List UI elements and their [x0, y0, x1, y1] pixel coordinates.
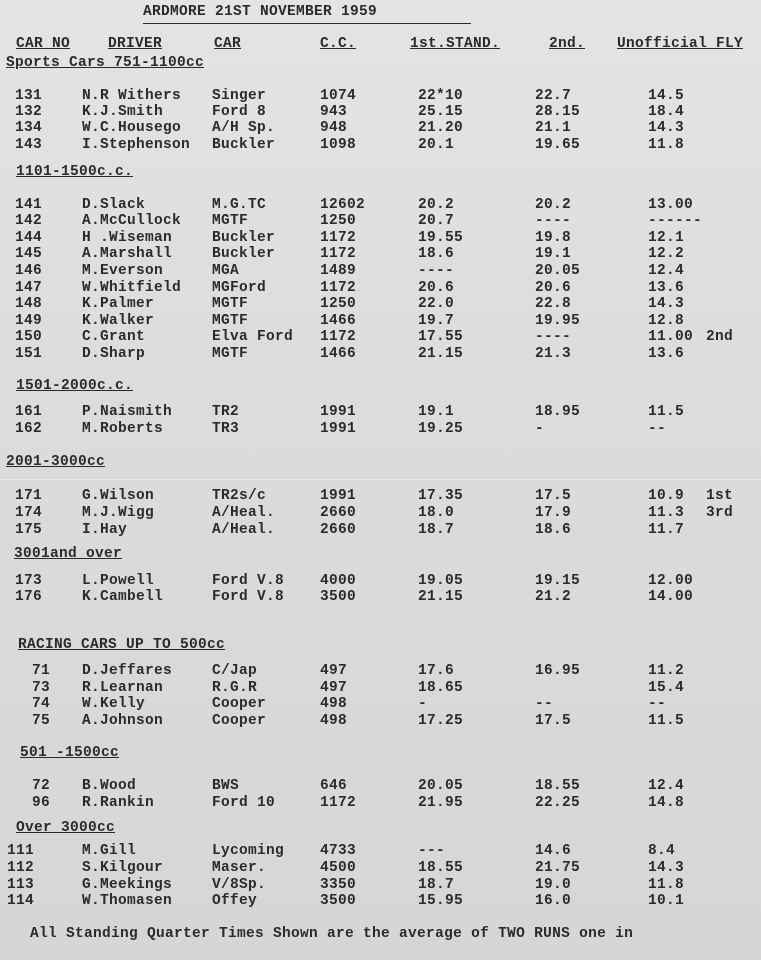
car-model: Buckler	[212, 246, 276, 262]
driver-name: M.Roberts	[82, 421, 164, 437]
first-stand-time: 25.15	[418, 104, 464, 120]
fly-time: 18.4	[648, 104, 685, 120]
engine-cc: 4733	[320, 843, 357, 859]
car-number: 171	[14, 488, 42, 504]
car-model: V/8Sp.	[212, 877, 267, 893]
engine-cc: 3350	[320, 877, 357, 893]
fly-time: 12.1	[648, 230, 685, 246]
fly-time: 11.2	[648, 663, 685, 679]
second-stand-time: -	[535, 421, 545, 437]
car-number: 75	[31, 713, 50, 729]
driver-name: W.Thomasen	[82, 893, 173, 909]
car-number: 141	[14, 197, 42, 213]
car-model: MGTF	[212, 296, 249, 312]
fly-time: 12.4	[648, 263, 685, 279]
first-stand-time: 21.15	[418, 589, 464, 605]
first-stand-time: 17.25	[418, 713, 464, 729]
header-driver: DRIVER	[108, 36, 163, 52]
fly-time: 12.2	[648, 246, 685, 262]
car-model: A/Heal.	[212, 522, 276, 538]
fly-time: ------	[648, 213, 703, 229]
header-cc: C.C.	[320, 36, 357, 52]
car-number: 175	[14, 522, 42, 538]
engine-cc: 497	[320, 680, 348, 696]
fly-time: 14.00	[648, 589, 694, 605]
car-number: 111	[6, 843, 34, 859]
table-row	[0, 505, 761, 522]
second-stand-time: 28.15	[535, 104, 581, 120]
fly-time: 10.1	[648, 893, 685, 909]
first-stand-time: 22*10	[418, 88, 464, 104]
fly-time: --	[648, 696, 667, 712]
first-stand-time: ---	[418, 843, 446, 859]
first-stand-time: 19.7	[418, 313, 455, 329]
first-stand-time: 18.7	[418, 522, 455, 538]
car-model: Ford 10	[212, 795, 276, 811]
second-stand-time: 17.9	[535, 505, 572, 521]
driver-name: G.Meekings	[82, 877, 173, 893]
first-stand-time: 17.55	[418, 329, 464, 345]
section-heading: 2001-3000cc	[6, 454, 106, 470]
first-stand-time: 17.6	[418, 663, 455, 679]
table-row	[0, 860, 761, 877]
driver-name: N.R Withers	[82, 88, 182, 104]
section-heading: 1501-2000c.c.	[16, 378, 134, 394]
car-model: Elva Ford	[212, 329, 294, 345]
car-number: 147	[14, 280, 42, 296]
engine-cc: 1098	[320, 137, 357, 153]
engine-cc: 12602	[320, 197, 366, 213]
table-row	[0, 877, 761, 894]
fly-time: 14.3	[648, 296, 685, 312]
second-stand-time: 20.6	[535, 280, 572, 296]
table-row	[0, 104, 761, 121]
car-number: 131	[14, 88, 42, 104]
fly-time: 14.3	[648, 860, 685, 876]
car-number: 71	[31, 663, 50, 679]
car-model: Buckler	[212, 137, 276, 153]
header-car-no: CAR NO	[16, 36, 71, 52]
car-number: 146	[14, 263, 42, 279]
second-stand-time: 21.3	[535, 346, 572, 362]
car-number: 143	[14, 137, 42, 153]
driver-name: I.Stephenson	[82, 137, 191, 153]
second-stand-time: 20.2	[535, 197, 572, 213]
second-stand-time: 17.5	[535, 488, 572, 504]
engine-cc: 1250	[320, 296, 357, 312]
fly-time: 14.3	[648, 120, 685, 136]
second-stand-time: 19.95	[535, 313, 581, 329]
first-stand-time: 18.0	[418, 505, 455, 521]
table-row	[0, 246, 761, 263]
driver-name: A.Marshall	[82, 246, 173, 262]
car-model: Cooper	[212, 696, 267, 712]
first-stand-time: 20.7	[418, 213, 455, 229]
engine-cc: 1172	[320, 246, 357, 262]
table-row	[0, 589, 761, 606]
car-model: TR3	[212, 421, 240, 437]
car-model: R.G.R	[212, 680, 258, 696]
car-model: BWS	[212, 778, 240, 794]
engine-cc: 1172	[320, 329, 357, 345]
table-row	[0, 778, 761, 795]
engine-cc: 1991	[320, 488, 357, 504]
table-row	[0, 713, 761, 730]
fly-time: 13.00	[648, 197, 694, 213]
fly-time: 12.4	[648, 778, 685, 794]
driver-name: I.Hay	[82, 522, 128, 538]
table-row	[0, 696, 761, 713]
car-number: 132	[14, 104, 42, 120]
table-row	[0, 137, 761, 154]
second-stand-time: ----	[535, 329, 572, 345]
car-model: MGTF	[212, 346, 249, 362]
car-model: Lycoming	[212, 843, 285, 859]
second-stand-time: 18.55	[535, 778, 581, 794]
driver-name: W.C.Housego	[82, 120, 182, 136]
car-number: 148	[14, 296, 42, 312]
first-stand-time: 21.15	[418, 346, 464, 362]
driver-name: H .Wiseman	[82, 230, 173, 246]
fly-time: 15.4	[648, 680, 685, 696]
footer-note: All Standing Quarter Times Shown are the average of TWO RUNS one in	[30, 926, 634, 942]
first-stand-time: 19.1	[418, 404, 455, 420]
fly-time: 12.8	[648, 313, 685, 329]
car-model: Ford V.8	[212, 573, 285, 589]
first-stand-time: 22.0	[418, 296, 455, 312]
fly-time: 11.8	[648, 137, 685, 153]
engine-cc: 1250	[320, 213, 357, 229]
car-number: 176	[14, 589, 42, 605]
table-row	[0, 522, 761, 539]
driver-name: K.Walker	[82, 313, 155, 329]
car-model: A/H Sp.	[212, 120, 276, 136]
car-number: 74	[31, 696, 50, 712]
section-heading: 501 -1500cc	[20, 745, 120, 761]
header-fly: Unofficial FLY	[617, 36, 744, 52]
car-number: 173	[14, 573, 42, 589]
driver-name: W.Whitfield	[82, 280, 182, 296]
placing: 3rd	[706, 505, 734, 521]
fly-time: --	[648, 421, 667, 437]
car-model: TR2s/c	[212, 488, 267, 504]
fly-time: 11.3	[648, 505, 685, 521]
car-number: 142	[14, 213, 42, 229]
car-number: 96	[31, 795, 50, 811]
driver-name: D.Slack	[82, 197, 146, 213]
table-row	[0, 893, 761, 910]
engine-cc: 4500	[320, 860, 357, 876]
second-stand-time: 16.0	[535, 893, 572, 909]
page-title: ARDMORE 21ST NOVEMBER 1959	[143, 4, 471, 24]
car-number: 149	[14, 313, 42, 329]
table-row	[0, 404, 761, 421]
table-row	[0, 263, 761, 280]
placing: 1st	[706, 488, 734, 504]
paper-fold	[0, 478, 761, 481]
car-number: 114	[6, 893, 34, 909]
fly-time: 11.8	[648, 877, 685, 893]
second-stand-time: 19.0	[535, 877, 572, 893]
first-stand-time: -	[418, 696, 428, 712]
fly-time: 10.9	[648, 488, 685, 504]
driver-name: M.J.Wigg	[82, 505, 155, 521]
engine-cc: 1466	[320, 346, 357, 362]
engine-cc: 3500	[320, 589, 357, 605]
second-stand-time: 18.6	[535, 522, 572, 538]
second-stand-time: --	[535, 696, 554, 712]
table-row	[0, 488, 761, 505]
table-row	[0, 346, 761, 363]
car-model: MGA	[212, 263, 240, 279]
second-stand-time: 21.1	[535, 120, 572, 136]
engine-cc: 948	[320, 120, 348, 136]
fly-time: 13.6	[648, 280, 685, 296]
engine-cc: 1074	[320, 88, 357, 104]
driver-name: K.J.Smith	[82, 104, 164, 120]
second-stand-time: 21.75	[535, 860, 581, 876]
car-model: Offey	[212, 893, 258, 909]
second-stand-time: 14.6	[535, 843, 572, 859]
section-heading: RACING CARS UP TO 500cc	[18, 637, 226, 653]
engine-cc: 498	[320, 713, 348, 729]
engine-cc: 498	[320, 696, 348, 712]
car-model: M.G.TC	[212, 197, 267, 213]
first-stand-time: 21.20	[418, 120, 464, 136]
second-stand-time: 19.15	[535, 573, 581, 589]
first-stand-time: 18.55	[418, 860, 464, 876]
second-stand-time: 22.25	[535, 795, 581, 811]
driver-name: C.Grant	[82, 329, 146, 345]
driver-name: A.McCullock	[82, 213, 182, 229]
car-model: MGFord	[212, 280, 267, 296]
section-heading: Over 3000cc	[16, 820, 116, 836]
first-stand-time: 18.65	[418, 680, 464, 696]
car-number: 161	[14, 404, 42, 420]
first-stand-time: 19.55	[418, 230, 464, 246]
second-stand-time: 21.2	[535, 589, 572, 605]
engine-cc: 646	[320, 778, 348, 794]
car-number: 113	[6, 877, 34, 893]
fly-time: 11.00	[648, 329, 694, 345]
table-row	[0, 213, 761, 230]
second-stand-time: 16.95	[535, 663, 581, 679]
car-number: 162	[14, 421, 42, 437]
driver-name: K.Cambell	[82, 589, 164, 605]
second-stand-time: 17.5	[535, 713, 572, 729]
engine-cc: 1172	[320, 795, 357, 811]
first-stand-time: 21.95	[418, 795, 464, 811]
table-row	[0, 329, 761, 346]
fly-time: 11.5	[648, 404, 685, 420]
second-stand-time: 19.8	[535, 230, 572, 246]
car-number: 72	[31, 778, 50, 794]
second-stand-time: 22.8	[535, 296, 572, 312]
driver-name: D.Jeffares	[82, 663, 173, 679]
second-stand-time: 18.95	[535, 404, 581, 420]
first-stand-time: 20.1	[418, 137, 455, 153]
engine-cc: 2660	[320, 505, 357, 521]
second-stand-time: 22.7	[535, 88, 572, 104]
fly-time: 12.00	[648, 573, 694, 589]
driver-name: B.Wood	[82, 778, 137, 794]
first-stand-time: 20.6	[418, 280, 455, 296]
engine-cc: 1489	[320, 263, 357, 279]
engine-cc: 1172	[320, 230, 357, 246]
table-row	[0, 843, 761, 860]
driver-name: M.Gill	[82, 843, 137, 859]
second-stand-time: 20.05	[535, 263, 581, 279]
second-stand-time: 19.1	[535, 246, 572, 262]
car-model: Cooper	[212, 713, 267, 729]
engine-cc: 1172	[320, 280, 357, 296]
first-stand-time: 17.35	[418, 488, 464, 504]
fly-time: 14.5	[648, 88, 685, 104]
car-number: 144	[14, 230, 42, 246]
car-model: MGTF	[212, 213, 249, 229]
fly-time: 11.5	[648, 713, 685, 729]
car-number: 174	[14, 505, 42, 521]
driver-name: D.Sharp	[82, 346, 146, 362]
engine-cc: 1466	[320, 313, 357, 329]
car-number: 73	[31, 680, 50, 696]
header-car: CAR	[214, 36, 242, 52]
section-heading: 3001and over	[14, 546, 123, 562]
fly-time: 14.8	[648, 795, 685, 811]
driver-name: L.Powell	[82, 573, 155, 589]
driver-name: A.Johnson	[82, 713, 164, 729]
car-number: 112	[6, 860, 34, 876]
table-row	[0, 230, 761, 247]
first-stand-time: 20.05	[418, 778, 464, 794]
table-row	[0, 197, 761, 214]
second-stand-time: ----	[535, 213, 572, 229]
engine-cc: 2660	[320, 522, 357, 538]
driver-name: P.Naismith	[82, 404, 173, 420]
driver-name: W.Kelly	[82, 696, 146, 712]
engine-cc: 1991	[320, 421, 357, 437]
table-row	[0, 795, 761, 812]
first-stand-time: 15.95	[418, 893, 464, 909]
first-stand-time: ----	[418, 263, 455, 279]
car-number: 145	[14, 246, 42, 262]
driver-name: K.Palmer	[82, 296, 155, 312]
driver-name: R.Rankin	[82, 795, 155, 811]
first-stand-time: 20.2	[418, 197, 455, 213]
table-row	[0, 663, 761, 680]
driver-name: R.Learnan	[82, 680, 164, 696]
engine-cc: 1991	[320, 404, 357, 420]
fly-time: 8.4	[648, 843, 676, 859]
engine-cc: 4000	[320, 573, 357, 589]
car-number: 150	[14, 329, 42, 345]
fly-time: 11.7	[648, 522, 685, 538]
engine-cc: 943	[320, 104, 348, 120]
first-stand-time: 19.05	[418, 573, 464, 589]
car-number: 151	[14, 346, 42, 362]
table-row	[0, 313, 761, 330]
car-model: C/Jap	[212, 663, 258, 679]
car-model: Maser.	[212, 860, 267, 876]
car-model: Ford 8	[212, 104, 267, 120]
section-heading: Sports Cars 751-1100cc	[6, 55, 205, 71]
car-model: MGTF	[212, 313, 249, 329]
car-number: 134	[14, 120, 42, 136]
table-row	[0, 88, 761, 105]
driver-name: M.Everson	[82, 263, 164, 279]
table-row	[0, 680, 761, 697]
table-row	[0, 296, 761, 313]
engine-cc: 497	[320, 663, 348, 679]
placing: 2nd	[706, 329, 734, 345]
driver-name: S.Kilgour	[82, 860, 164, 876]
car-model: Singer	[212, 88, 267, 104]
car-model: Ford V.8	[212, 589, 285, 605]
header-stand2: 2nd.	[549, 36, 586, 52]
section-heading: 1101-1500c.c.	[16, 164, 134, 180]
car-model: TR2	[212, 404, 240, 420]
header-stand1: 1st.STAND.	[410, 36, 501, 52]
first-stand-time: 19.25	[418, 421, 464, 437]
first-stand-time: 18.6	[418, 246, 455, 262]
fly-time: 13.6	[648, 346, 685, 362]
car-model: A/Heal.	[212, 505, 276, 521]
table-row	[0, 280, 761, 297]
table-row	[0, 120, 761, 137]
table-row	[0, 573, 761, 590]
table-row	[0, 421, 761, 438]
driver-name: G.Wilson	[82, 488, 155, 504]
first-stand-time: 18.7	[418, 877, 455, 893]
engine-cc: 3500	[320, 893, 357, 909]
second-stand-time: 19.65	[535, 137, 581, 153]
car-model: Buckler	[212, 230, 276, 246]
